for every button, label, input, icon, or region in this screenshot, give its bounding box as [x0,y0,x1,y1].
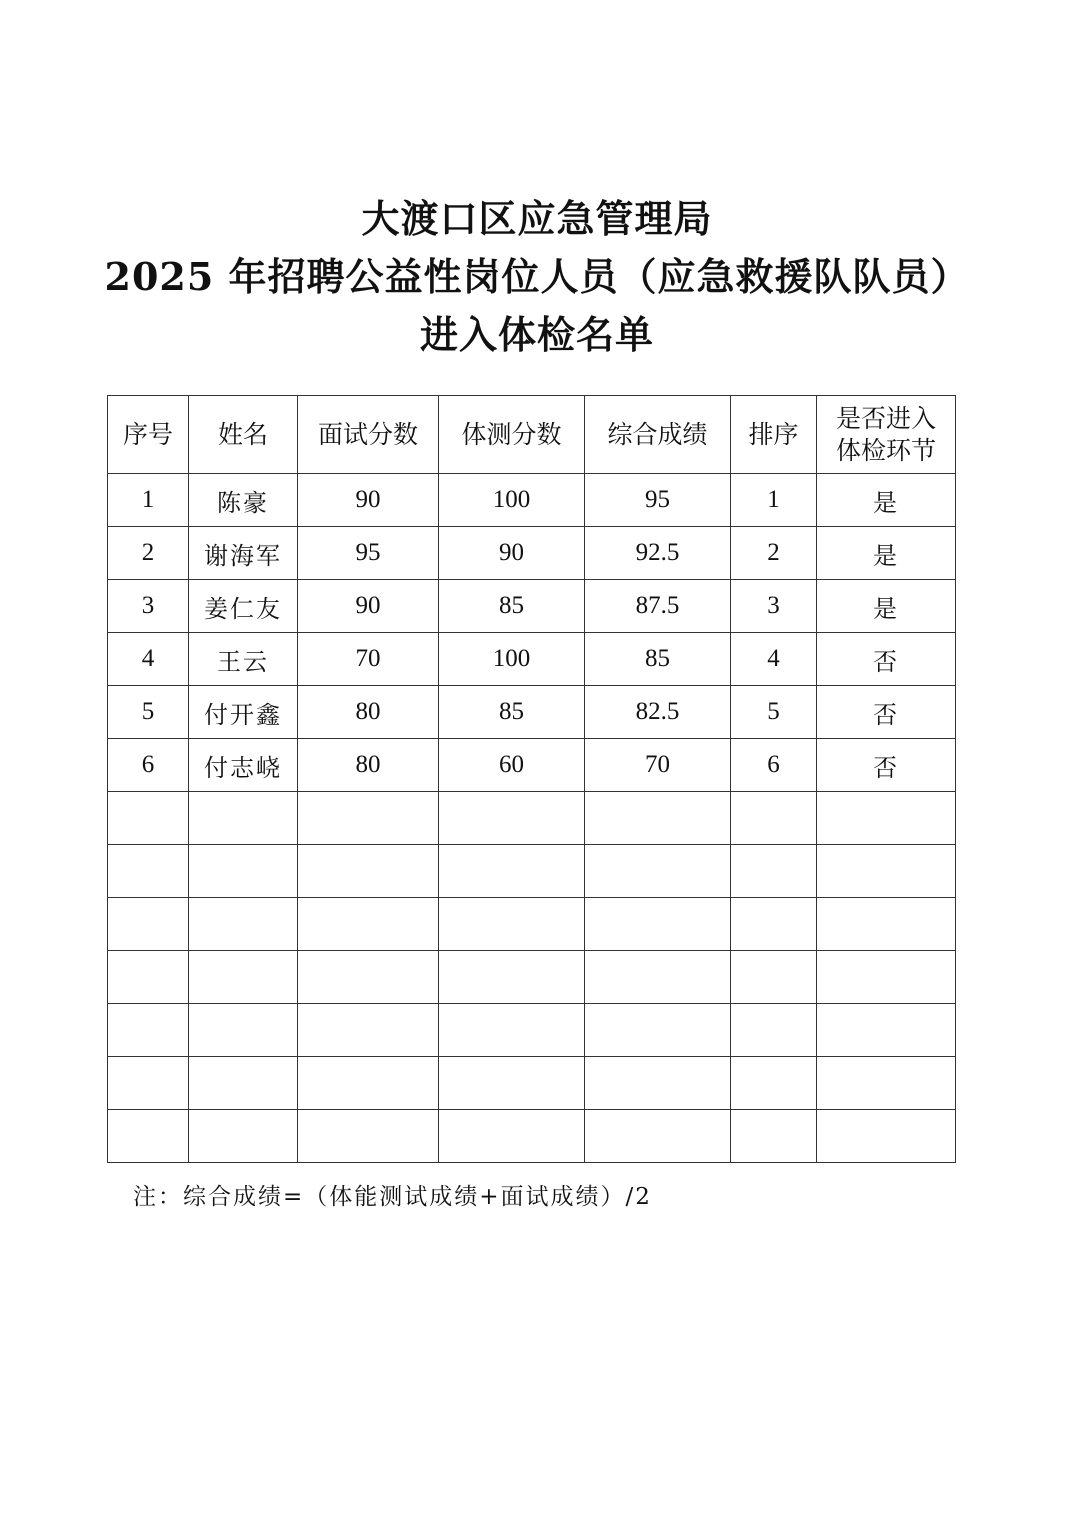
cell-name: 王云 [189,633,298,686]
cell-physical-score: 100 [439,474,585,527]
title-line-2: 2025 年招聘公益性岗位人员（应急救援队队员） [104,254,970,299]
empty-cell [439,951,585,1004]
cell-interview-score: 70 [298,633,439,686]
header-total-score: 综合成绩 [585,396,731,474]
cell-name: 陈豪 [189,474,298,527]
empty-table-row [108,898,956,951]
cell-serial: 6 [108,739,189,792]
empty-cell [439,1110,585,1163]
empty-cell [731,1110,817,1163]
empty-table-row [108,1057,956,1110]
empty-cell [731,951,817,1004]
header-rank: 排序 [731,396,817,474]
empty-cell [585,792,731,845]
empty-cell [108,898,189,951]
title-line-3: 进入体检名单 [419,312,654,357]
empty-cell [298,845,439,898]
empty-table-row [108,1004,956,1057]
table-row [108,633,956,686]
table-row [108,686,956,739]
header-enter-line-2: 体检环节 [835,435,936,465]
cell-rank: 3 [731,580,817,633]
table-row [108,739,956,792]
cell-enter-physical-exam: 是 [817,474,956,527]
empty-cell [585,845,731,898]
document-title [0,190,1074,364]
empty-cell [731,898,817,951]
empty-cell [108,845,189,898]
empty-cell [298,898,439,951]
header-enter-physical-exam [817,396,956,474]
cell-enter-physical-exam: 否 [817,686,956,739]
cell-interview-score: 80 [298,739,439,792]
empty-cell [189,898,298,951]
empty-cell [585,1057,731,1110]
empty-cell [298,951,439,1004]
cell-interview-score: 90 [298,580,439,633]
table-row [108,527,956,580]
empty-table-row [108,951,956,1004]
title-line-1: 大渡口区应急管理局 [361,196,713,241]
empty-table-row [108,792,956,845]
empty-cell [189,792,298,845]
cell-interview-score: 90 [298,474,439,527]
cell-enter-physical-exam: 是 [817,527,956,580]
empty-cell [189,1110,298,1163]
cell-physical-score: 85 [439,686,585,739]
cell-total-score: 82.5 [585,686,731,739]
empty-cell [817,1057,956,1110]
empty-cell [731,1004,817,1057]
empty-cell [817,1004,956,1057]
cell-physical-score: 85 [439,580,585,633]
cell-name: 付志峣 [189,739,298,792]
empty-cell [298,792,439,845]
cell-physical-score: 90 [439,527,585,580]
empty-cell [108,1110,189,1163]
cell-serial: 4 [108,633,189,686]
cell-name: 姜仁友 [189,580,298,633]
empty-cell [585,1004,731,1057]
cell-total-score: 70 [585,739,731,792]
header-serial: 序号 [108,396,189,474]
cell-rank: 1 [731,474,817,527]
cell-serial: 3 [108,580,189,633]
empty-cell [731,792,817,845]
cell-interview-score: 80 [298,686,439,739]
cell-name: 谢海军 [189,527,298,580]
cell-enter-physical-exam: 否 [817,633,956,686]
empty-cell [298,1057,439,1110]
header-physical-score: 体测分数 [439,396,585,474]
candidate-table [107,395,956,1163]
empty-cell [108,951,189,1004]
cell-rank: 6 [731,739,817,792]
cell-physical-score: 100 [439,633,585,686]
header-name: 姓名 [189,396,298,474]
cell-enter-physical-exam: 否 [817,739,956,792]
table-header-row [108,396,956,474]
empty-cell [817,1110,956,1163]
empty-table-row [108,1110,956,1163]
empty-table-row [108,845,956,898]
cell-total-score: 92.5 [585,527,731,580]
empty-cell [731,1057,817,1110]
empty-cell [585,1110,731,1163]
empty-cell [731,845,817,898]
header-interview-score: 面试分数 [298,396,439,474]
cell-total-score: 87.5 [585,580,731,633]
empty-cell [817,845,956,898]
empty-cell [439,1004,585,1057]
empty-cell [817,792,956,845]
empty-cell [585,951,731,1004]
footnote: 注：综合成绩=（体能测试成绩+面试成绩）/2 [133,1184,652,1210]
empty-cell [189,1057,298,1110]
empty-cell [298,1110,439,1163]
empty-cell [108,792,189,845]
empty-cell [817,951,956,1004]
cell-name: 付开鑫 [189,686,298,739]
empty-cell [189,951,298,1004]
cell-serial: 1 [108,474,189,527]
cell-serial: 5 [108,686,189,739]
empty-cell [439,1057,585,1110]
table-row [108,580,956,633]
empty-cell [439,792,585,845]
cell-rank: 5 [731,686,817,739]
cell-enter-physical-exam: 是 [817,580,956,633]
empty-cell [585,898,731,951]
empty-cell [439,898,585,951]
empty-cell [298,1004,439,1057]
empty-cell [439,845,585,898]
empty-cell [108,1057,189,1110]
empty-cell [817,898,956,951]
cell-total-score: 85 [585,633,731,686]
header-enter-line-1: 是否进入 [835,403,936,433]
empty-cell [189,1004,298,1057]
table-body [108,474,956,1163]
cell-rank: 4 [731,633,817,686]
empty-cell [108,1004,189,1057]
empty-cell [189,845,298,898]
table-row [108,474,956,527]
cell-physical-score: 60 [439,739,585,792]
cell-total-score: 95 [585,474,731,527]
cell-rank: 2 [731,527,817,580]
cell-serial: 2 [108,527,189,580]
cell-interview-score: 95 [298,527,439,580]
